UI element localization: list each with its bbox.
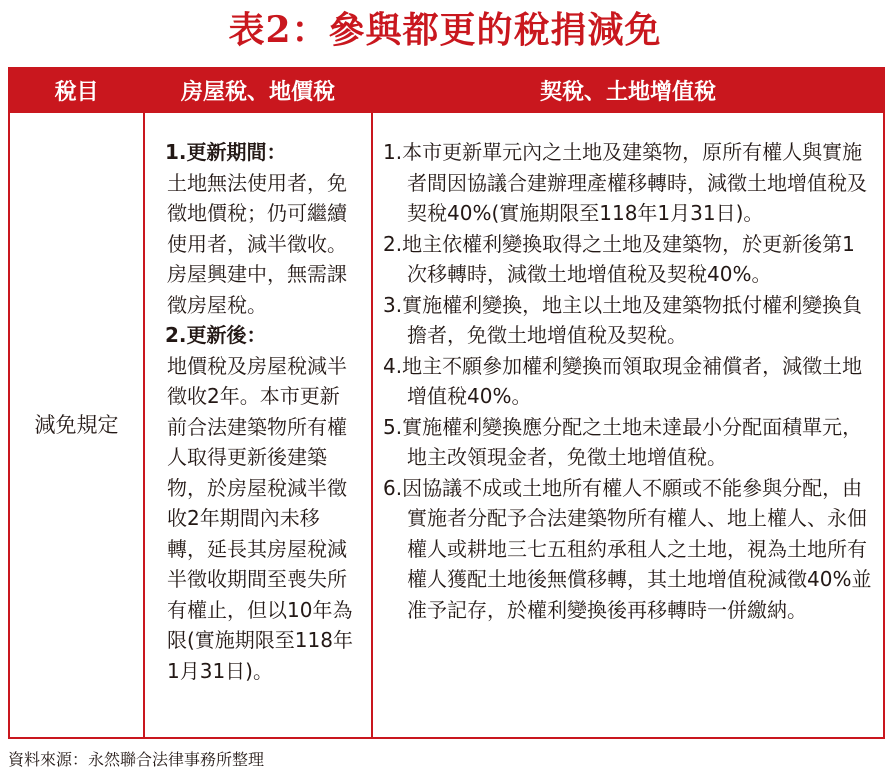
source-note: 資料來源：永然聯合法律事務所整理 [8, 750, 265, 769]
header-deed-land-value-tax: 契稅、土地增值稅 [372, 68, 884, 112]
deed-tax-item-6: 6.因協議不成或土地所有權人不願或不能參與分配，由實施者分配予合法建築物所有權人、地上權人、永佃權人或耕地三七五租約承租人之土地，視為土地所有權人獲配土地後無償移轉，其土地增值稅減徵40%並准予記存，於權利變換後再移轉時一併繳納。 [383, 475, 872, 622]
deed-tax-item-1: 1.本市更新單元內之土地及建築物，原所有權人與實施者間因協議合建辦理產權移轉時，減徵土地增值稅及契稅40%(實施期限至118年1月31日)。 [383, 140, 867, 225]
house-tax-heading-during: 1.更新期間： [165, 140, 287, 164]
house-land-tax-cell [144, 112, 372, 738]
deed-tax-item-4: 4.地主不願參加權利變換而領取現金補償者，減徵土地增值稅40%。 [383, 353, 863, 408]
house-tax-text-during: 土地無法使用者，免徵地價稅；仍可繼續使用者，減半徵收。房屋興建中，無需課徵房屋稅。 [167, 170, 347, 317]
table-title: 表2：參與都更的稅捐減免 [228, 9, 662, 51]
table-row [9, 112, 884, 738]
tax-relief-table [8, 67, 885, 739]
header-tax-item: 稅目 [9, 68, 144, 112]
header-row [9, 68, 884, 112]
house-tax-text-after: 地價稅及房屋稅減半徵收2年。本市更新前合法建築物所有權人取得更新後建築物，於房屋稅減半徵收2年期間內未移轉，延長其房屋稅減半徵收期間至喪失所有權止，但以10年為限(實施期限至118年1月31日)。 [167, 353, 353, 683]
deed-tax-item-5: 5.實施權利變換應分配之土地未達最小分配面積單元，地主改領現金者，免徵土地增值稅。 [383, 414, 863, 469]
deed-land-value-tax-cell [372, 112, 884, 738]
header-house-land-tax: 房屋稅、地價稅 [144, 68, 372, 112]
deed-tax-item-2: 2.地主依權利變換取得之土地及建築物，於更新後第1次移轉時，減徵土地增值稅及契稅40%。 [383, 231, 855, 286]
row-label-relief-rules: 減免規定 [9, 112, 144, 738]
house-tax-heading-after: 2.更新後： [165, 323, 267, 347]
deed-tax-item-3: 3.實施權利變換，地主以土地及建築物抵付權利變換負擔者，免徵土地增值稅及契稅。 [383, 292, 863, 347]
